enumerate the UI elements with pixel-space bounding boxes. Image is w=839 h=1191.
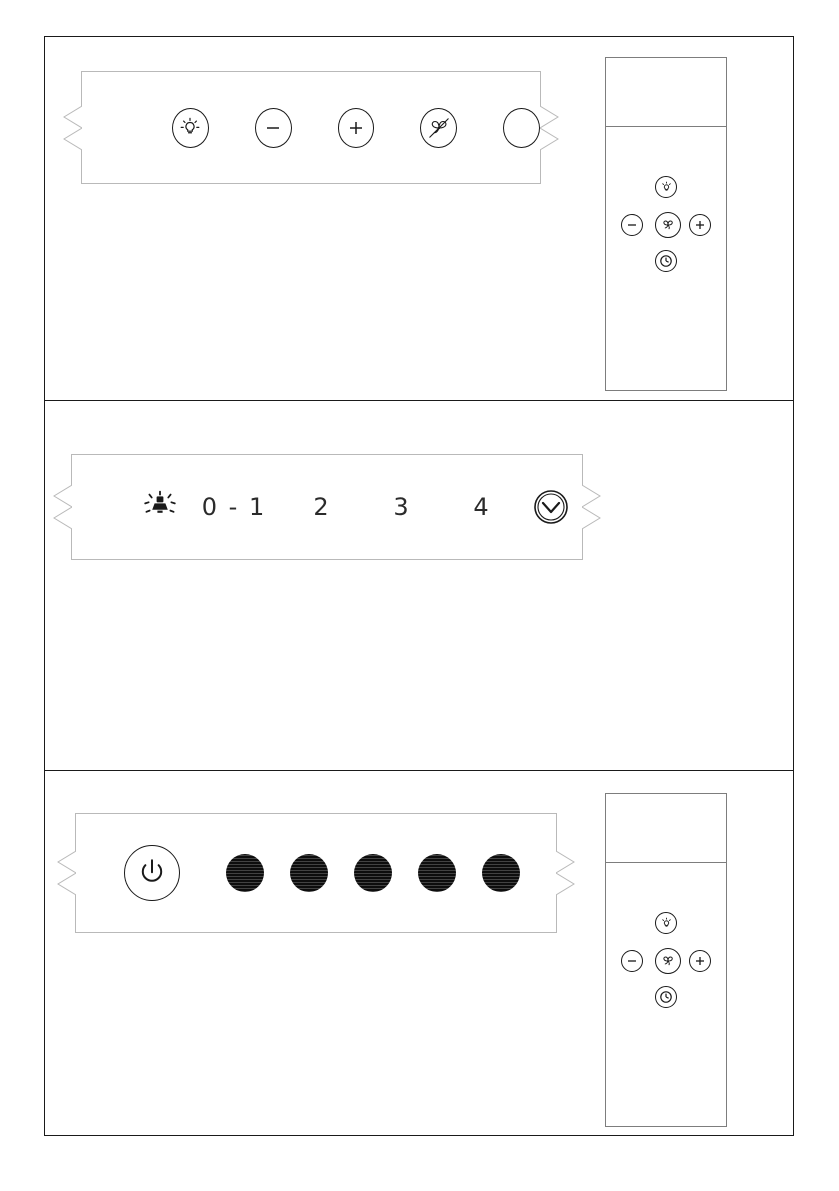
remote-light-button[interactable] <box>655 912 677 934</box>
lamp-indicator[interactable] <box>482 854 520 892</box>
torn-edge-right-icon <box>540 105 562 151</box>
lightbulb-icon <box>178 116 202 140</box>
remote-timer-button[interactable] <box>655 250 677 272</box>
fan-icon <box>660 217 676 233</box>
plus-icon <box>345 117 367 139</box>
remote-light-button[interactable] <box>655 176 677 198</box>
speed-level-0-1[interactable]: 0 - 1 <box>201 493 267 521</box>
lightbulb-icon <box>660 181 673 194</box>
remote-plus-button[interactable] <box>689 950 711 972</box>
remote-control-3 <box>605 793 727 1127</box>
light-button[interactable] <box>134 490 186 524</box>
panel-1 <box>45 37 793 401</box>
minus-icon <box>262 117 284 139</box>
speed-level-2[interactable]: 2 <box>313 493 331 521</box>
remote-control-1 <box>605 57 727 391</box>
clock-icon <box>659 254 673 268</box>
torn-edge-right-icon <box>556 850 578 896</box>
torn-edge-left-icon <box>60 105 82 151</box>
minus-icon <box>626 955 638 967</box>
timer-button[interactable] <box>522 488 580 526</box>
lamp-indicator[interactable] <box>290 854 328 892</box>
torn-edge-left-icon <box>50 484 72 530</box>
power-icon <box>135 856 169 890</box>
panel-3 <box>45 771 793 1135</box>
remote-plus-button[interactable] <box>689 214 711 236</box>
remote-minus-button[interactable] <box>621 214 643 236</box>
lamp-row <box>226 854 520 892</box>
lamp-indicator[interactable] <box>354 854 392 892</box>
control-strip-2 <box>71 454 583 560</box>
lightbulb-icon <box>660 917 673 930</box>
indicator-button[interactable] <box>503 108 540 148</box>
remote-divider <box>606 126 726 127</box>
speed-level-3[interactable]: 3 <box>393 493 411 521</box>
remote-divider <box>606 862 726 863</box>
remote-minus-button[interactable] <box>621 950 643 972</box>
remote-fan-button[interactable] <box>655 212 681 238</box>
clock-chevron-icon <box>532 488 570 526</box>
decrease-button[interactable] <box>255 108 292 148</box>
lamp-indicator[interactable] <box>226 854 264 892</box>
torn-edge-left-icon <box>54 850 76 896</box>
lamp-indicator[interactable] <box>418 854 456 892</box>
torn-edge-right-icon <box>582 484 604 530</box>
fan-icon <box>660 953 676 969</box>
control-strip-3 <box>75 813 557 933</box>
plus-icon <box>694 219 706 231</box>
panel-2 <box>45 401 793 771</box>
remote-keypad <box>611 912 721 1022</box>
plus-icon <box>694 955 706 967</box>
clock-icon <box>659 990 673 1004</box>
fan-icon <box>426 115 452 141</box>
fan-speed-button[interactable] <box>420 108 457 148</box>
remote-fan-button[interactable] <box>655 948 681 974</box>
diagram-page <box>44 36 794 1136</box>
increase-button[interactable] <box>338 108 375 148</box>
remote-timer-button[interactable] <box>655 986 677 1008</box>
minus-icon <box>626 219 638 231</box>
power-button[interactable] <box>124 845 180 901</box>
speed-level-4[interactable]: 4 <box>473 493 491 521</box>
control-strip-1 <box>81 71 541 184</box>
light-button[interactable] <box>172 108 209 148</box>
lightbulb-rays-icon <box>143 490 177 524</box>
remote-keypad <box>611 176 721 286</box>
